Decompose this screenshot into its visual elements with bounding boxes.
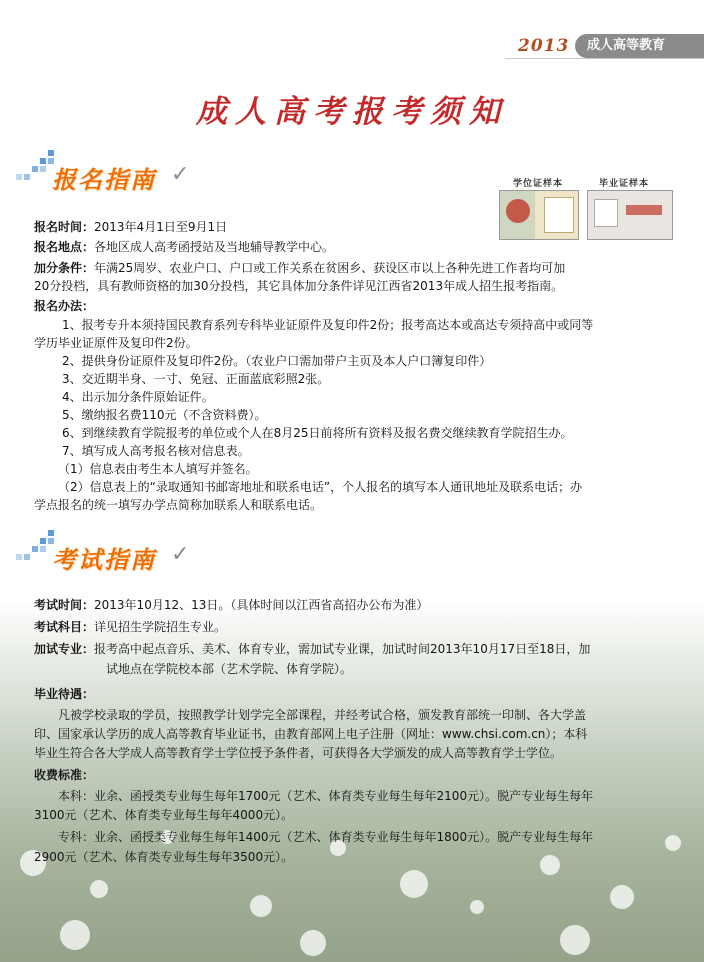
section-title-registration: 报名指南 (52, 166, 156, 194)
step-text: 学历毕业证原件及复印件2份。 (34, 336, 198, 350)
header-tag: 成人高等教育 (575, 34, 704, 58)
registration-place-label: 报名地点： (34, 240, 95, 254)
registration-place-row (34, 238, 334, 256)
step-text: 1、报考专升本须持国民教育系列专科毕业证原件及复印件2份；报考高达本或高达专须持高中或同等 (62, 318, 594, 332)
extra-test-line2: 试地点在学院校本部（艺术学院、体育学院）。 (106, 662, 353, 676)
extra-test-row (34, 640, 590, 658)
header-year: 2013 (518, 36, 570, 56)
step-text: 2、提供身份证原件及复印件2份。（农业户口需加带户主页及本人户口簿复印件） (62, 354, 492, 368)
registration-method-label: 报名办法： (34, 299, 95, 313)
exam-time-value: 2013年10月12、13日。（具体时间以江西省高招办公布为准） (94, 598, 429, 612)
graduation-text: 印、国家承认学历的成人高等教育毕业证书，由教育部网上电子注册（网址：www.chsi.com.cn）；本科 (34, 727, 588, 741)
fee-text: 专科：业余、函授类专业每生每年1400元（艺术、体育类专业每生每年1800元）。脱产专业每生每年 (58, 830, 594, 844)
checkmark-icon: ✓ (171, 162, 190, 187)
degree-certificate-image (499, 190, 579, 240)
header-rule (505, 58, 704, 59)
step-text: （1）信息表由考生本人填写并签名。 (58, 462, 258, 476)
graduation-label: 毕业待遇： (34, 687, 95, 701)
fee-text: 3100元（艺术、体育类专业每生每年4000元）。 (34, 808, 294, 822)
step-text: 学点报名的统一填写办学点简称加联系人和联系电话。 (34, 498, 323, 512)
page-title: 成人高考报考须知 (196, 94, 508, 130)
section-heading-registration (16, 150, 226, 198)
registration-time-row (34, 218, 227, 236)
fee-label: 收费标准： (34, 768, 95, 782)
section-heading-exam (16, 530, 226, 578)
extra-test-line1: 报考高中起点音乐、美术、体育专业，需加试专业课，加试时间2013年10月17日至18日，加 (94, 642, 591, 656)
extra-test-label: 加试专业： (34, 642, 95, 656)
section-title-exam: 考试指南 (52, 546, 156, 574)
bonus-condition-line2: 20分投档，具有教师资格的加30分投档，其它具体加分条件详见江西省2013年成人招生报考指南。 (34, 279, 564, 293)
cert-label-diploma: 毕业证样本 (599, 179, 650, 189)
bonus-condition-row (34, 259, 565, 277)
graduation-text: 毕业生符合各大学成人高等教育学士学位授予条件者，可获得各大学颁发的成人高等教育学士学位。 (34, 746, 563, 760)
fee-text: 2900元（艺术、体育类专业每生每年3500元）。 (34, 850, 294, 864)
step-text: 4、出示加分条件原始证件。 (62, 390, 214, 404)
certificate-samples (499, 176, 675, 244)
step-text: 7、填写成人高考报名核对信息表。 (62, 444, 250, 458)
fee-text: 本科：业余、函授类专业每生每年1700元（艺术、体育类专业每生每年2100元）。脱产专业每生每年 (58, 789, 594, 803)
graduation-text: 凡被学校录取的学员，按照教学计划学完全部课程，并经考试合格，颁发教育部统一印制、各大学盖 (58, 708, 587, 722)
step-text: 3、交近期半身、一寸、免冠、正面蓝底彩照2张。 (62, 372, 330, 386)
exam-subject-row (34, 618, 226, 636)
exam-subject-value: 详见招生学院招生专业。 (94, 620, 227, 634)
exam-subject-label: 考试科目： (34, 620, 95, 634)
registration-place-value: 各地区成人高考函授站及当地辅导教学中心。 (94, 240, 335, 254)
registration-time-value: 2013年4月1日至9月1日 (94, 220, 228, 234)
step-text: 5、缴纳报名费110元（不含资料费）。 (62, 408, 267, 422)
exam-time-label: 考试时间： (34, 598, 95, 612)
cert-label-degree: 学位证样本 (513, 179, 564, 189)
bonus-condition-line1: 年满25周岁、农业户口、户口或工作关系在贫困乡、获设区市以上各种先进工作者均可加 (94, 261, 566, 275)
checkmark-icon: ✓ (171, 542, 190, 567)
bonus-condition-label: 加分条件： (34, 261, 95, 275)
exam-time-row (34, 596, 428, 614)
registration-time-label: 报名时间： (34, 220, 95, 234)
diploma-certificate-image (587, 190, 673, 240)
step-text: 6、到继续教育学院报考的单位或个人在8月25日前将所有资料及报名费交继续教育学院招生办。 (62, 426, 573, 440)
step-text: （2）信息表上的“录取通知书邮寄地址和联系电话”，个人报名的填写本人通讯地址及联系电话；办 (58, 480, 583, 494)
